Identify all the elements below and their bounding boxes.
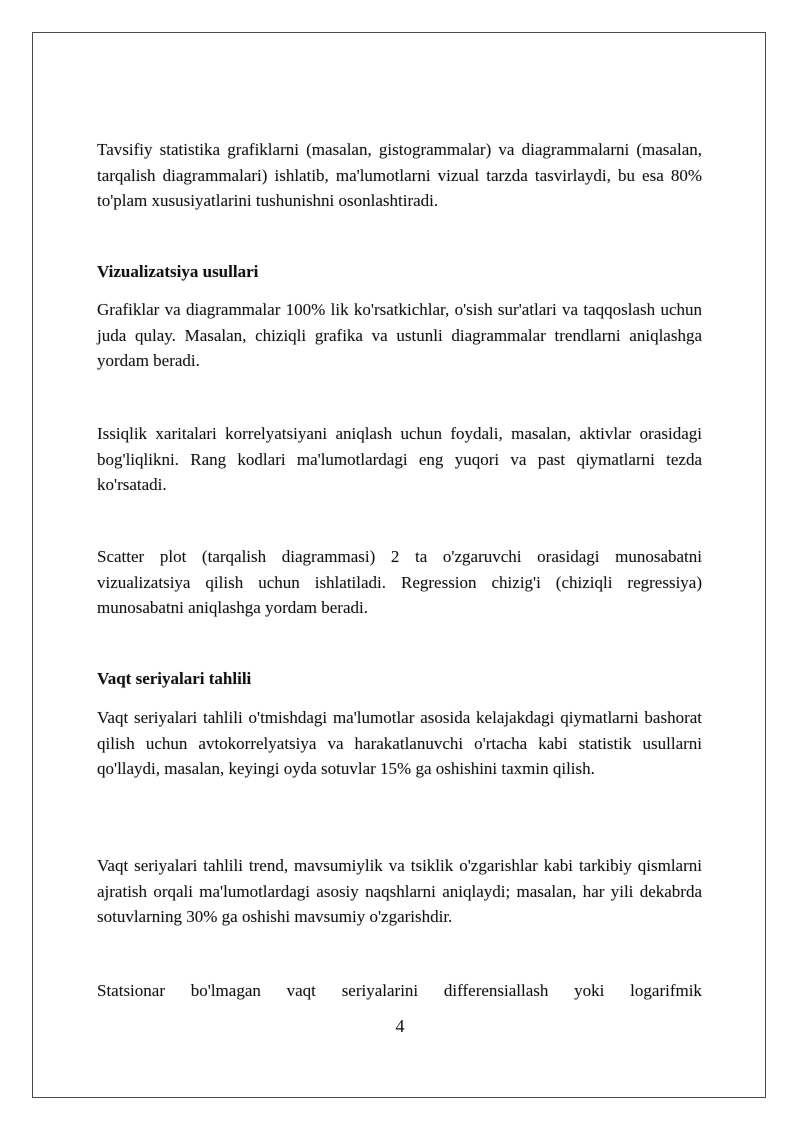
page-number: 4 [395,1016,405,1036]
heading-time-series-analysis: Vaqt seriyalari tahlili [97,669,252,688]
paragraph-time-series-forecast: Vaqt seriyalari tahlili o'tmishdagi ma'lumotlar asosida kelajakdagi qiymatlarni bashorat qilish uchun avtokorrelyatsiya va harakatlanuvchi o'rtacha kabi statistik usullarni qo'llaydi, masalan, keyingi oyda sotuvlar 15% ga oshishini taxmin qilish. [97,708,702,778]
word: seriyalarini [341,981,419,1000]
paragraph-charts-diagrams: Grafiklar va diagrammalar 100% lik ko'rsatkichlar, o'sish sur'atlari va taqqoslash uchun juda qulay. Masalan, chiziqli grafika va ustunli diagrammalar trendlarni aniqlashga yordam beradi. [97,300,702,370]
paragraph-heat-maps: Issiqlik xaritalari korrelyatsiyani aniqlash uchun foydali, masalan, aktivlar orasidagi bog'liqlikni. Rang kodlari ma'lumotlardagi eng yuqori va past qiymatlarni tezda ko'rsatadi. [97,424,702,494]
paragraph-descriptive-statistics: Tavsifiy statistika grafiklarni (masalan, gistogrammalar) va diagrammalarni (masalan, tarqalish diagrammalari) ishlatib, ma'lumotlarni vizual tarzda tasvirlaydi, bu esa 80% to'plam xususiyatlarini tushunishni osonlashtiradi. [97,140,702,210]
paragraph-time-series-components: Vaqt seriyalari tahlili trend, mavsumiylik va tsiklik o'zgarishlar kabi tarkibiy qismlarni ajratish orqali ma'lumotlardagi asosiy naqshlarni aniqlaydi; masalan, har yili dekabrda sotuvlarning 30% ga oshishi mavsumiy o'zgarishdir. [97,856,702,926]
word: yoki [574,981,605,1000]
paragraph-scatter-plot: Scatter plot (tarqalish diagrammasi) 2 ta o'zgaruvchi orasidagi munosabatni vizualizatsiya qilish uchun ishlatiladi. Regression chizig'i (chiziqli regressiya) munosabatni aniqlashga yordam beradi. [97,547,702,617]
word: differensiallash [443,981,549,1000]
word: logarifmik [630,981,702,1000]
paragraph-stationarity-line [97,980,702,1002]
word: bo'lmagan [190,981,261,1000]
word: Statsionar [97,981,165,1000]
heading-visualization-methods: Vizualizatsiya usullari [97,262,259,281]
word: vaqt [286,981,316,1000]
